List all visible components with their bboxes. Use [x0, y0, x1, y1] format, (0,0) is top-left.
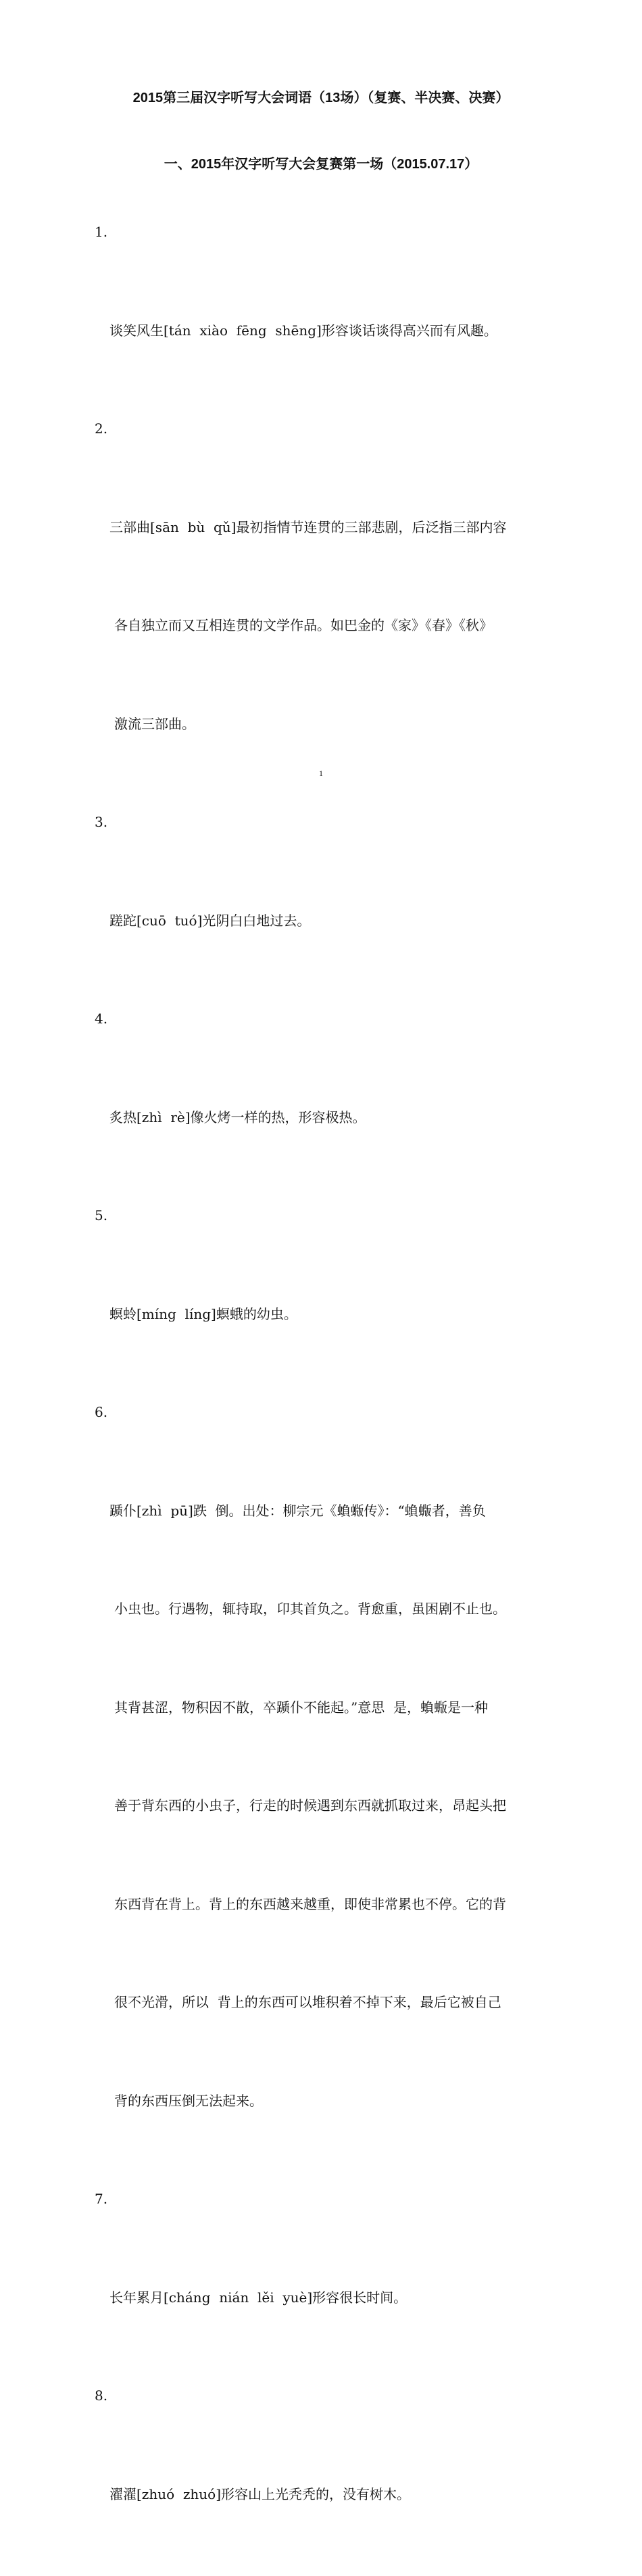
entry-number: 3.	[95, 814, 108, 830]
list-item	[95, 2183, 561, 2379]
document-title: 2015第三届汉字听写大会词语（13场）（复赛、半决赛、决赛）	[132, 91, 510, 105]
entry-text: 东西背在背上。背上的东西越来越重，即使非常累也不停。它的背	[114, 1895, 506, 1912]
list-item	[95, 1199, 561, 1396]
list-item	[95, 1002, 561, 1199]
entry-text: 背的东西压倒无法起来。	[114, 2092, 263, 2109]
entry-text: 螟蛉[míng líng]螟蛾的幼虫。	[109, 1305, 297, 1322]
entry-number: 1.	[95, 224, 108, 240]
entry-text: 踬仆[zhì pū]跌 倒。出处：柳宗元《蝜蝂传》：“蝜蝂者，善负	[109, 1502, 486, 1519]
list-item	[95, 2379, 561, 2576]
entry-text: 善于背东西的小虫子，行走的时候遇到东西就抓取过来，昂起头把	[114, 1797, 506, 1814]
section-heading: 一、2015年汉字听写大会复赛第一场（2015.07.17）	[164, 157, 478, 172]
entry-number: 8.	[95, 2387, 108, 2404]
entry-number: 6.	[95, 1404, 108, 1420]
list-item	[95, 216, 561, 412]
list-item	[95, 412, 561, 806]
list-item	[95, 1396, 561, 2183]
entry-text: 各自独立而又互相连贯的文学作品。如巴金的《家》《春》《秋》	[114, 617, 493, 633]
entry-text: 其背甚涩，物积因不散，卒踬仆不能起。”意思 是，蝜蝂是一种	[114, 1699, 488, 1716]
entry-text: 濯濯[zhuó zhuó]形容山上光秃秃的，没有树木。	[109, 2485, 410, 2502]
entry-text: 小虫也。行遇物，辄持取，卬其首负之。背愈重，虽困剧不止也。	[114, 1601, 506, 1617]
entry-number: 5.	[95, 1207, 108, 1223]
entry-text: 激流三部曲。	[114, 715, 195, 732]
entry-list	[95, 216, 561, 2576]
entry-number: 2.	[95, 420, 108, 437]
page-number: 1	[319, 769, 323, 778]
entry-text: 谈笑风生[tán xiào fēng shēng]形容谈话谈得高兴而有风趣。	[109, 322, 497, 339]
entry-text: 三部曲[sān bù qǔ]最初指情节连贯的三部悲剧，后泛指三部内容	[109, 518, 507, 535]
entry-text: 很不光滑，所以 背上的东西可以堆积着不掉下来，最后它被自己	[114, 1994, 501, 2010]
entry-text: 蹉跎[cuō tuó]光阴白白地过去。	[109, 912, 311, 929]
entry-number: 4.	[95, 1011, 108, 1027]
entry-text: 长年累月[cháng nián lěi yuè]形容很长时间。	[109, 2289, 408, 2306]
entry-text: 炙热[zhì rè]像火烤一样的热，形容极热。	[109, 1109, 366, 1125]
entry-number: 7.	[95, 2191, 108, 2207]
list-item	[95, 806, 561, 1002]
